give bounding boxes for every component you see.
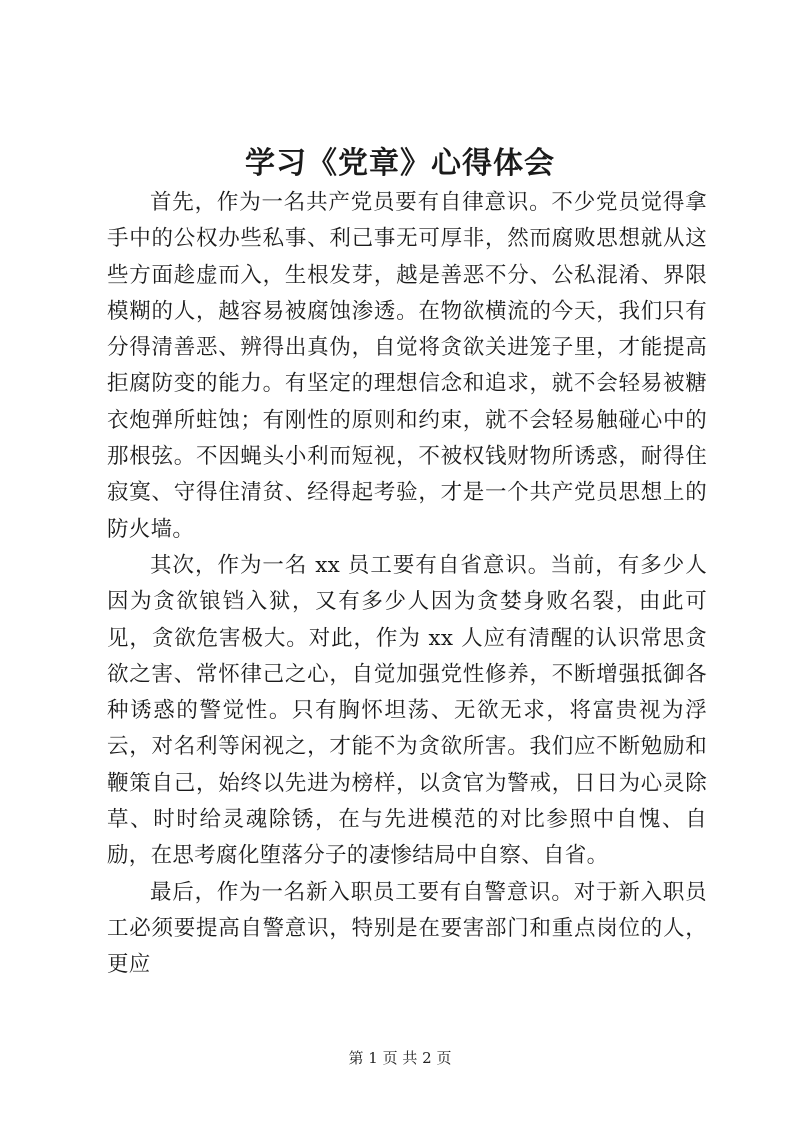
page-number-label: 第 1 页 共 2 页 — [348, 1049, 452, 1067]
page-footer — [0, 1047, 800, 1068]
paragraph-2: 其次，作为一名 xx 员工要有自省意识。当前，有多少人因为贪欲锒铛入狱，又有多少人因为贪婪身败名裂，由此可见，贪欲危害极大。对此，作为 xx 人应有清醒的认识常思贪欲之害、常怀律己之心，自觉加强党性修养，不断增强抵御各种诱惑的警觉性。只有胸怀坦荡、无欲无求，将富贵视为浮云，对名利等闲视之，才能不为贪欲所害。我们应不断勉励和鞭策自己，始终以先进为榜样，以贪官为警戒，日日为心灵除草、时时给灵魂除锈，在与先进模范的对比参照中自愧、自励，在思考腐化堕落分子的凄惨结局中自察、自省。 — [107, 552, 707, 869]
page-title: 学习《党章》心得体会 — [245, 146, 555, 181]
paragraph-1: 首先，作为一名共产党员要有自律意识。不少党员觉得拿手中的公权办些私事、利己事无可厚非，然而腐败思想就从这些方面趁虚而入，生根发芽，越是善恶不分、公私混淆、界限模糊的人，越容易被腐蚀渗透。在物欲横流的今天，我们只有分得清善恶、辨得出真伪，自觉将贪欲关进笼子里，才能提高拒腐防变的能力。有坚定的理想信念和追求，就不会轻易被糖衣炮弹所蛀蚀；有刚性的原则和约束，就不会轻易触碰心中的那根弦。不因蝇头小利而短视，不被权钱财物所诱惑，耐得住寂寞、守得住清贫、经得起考验，才是一个共产党员思想上的防火墙。 — [107, 190, 707, 542]
document-body — [107, 185, 707, 984]
paragraph-3: 最后，作为一名新入职员工要有自警意识。对于新入职员工必须要提高自警意识，特别是在要害部门和重点岗位的人，更应 — [107, 879, 707, 978]
